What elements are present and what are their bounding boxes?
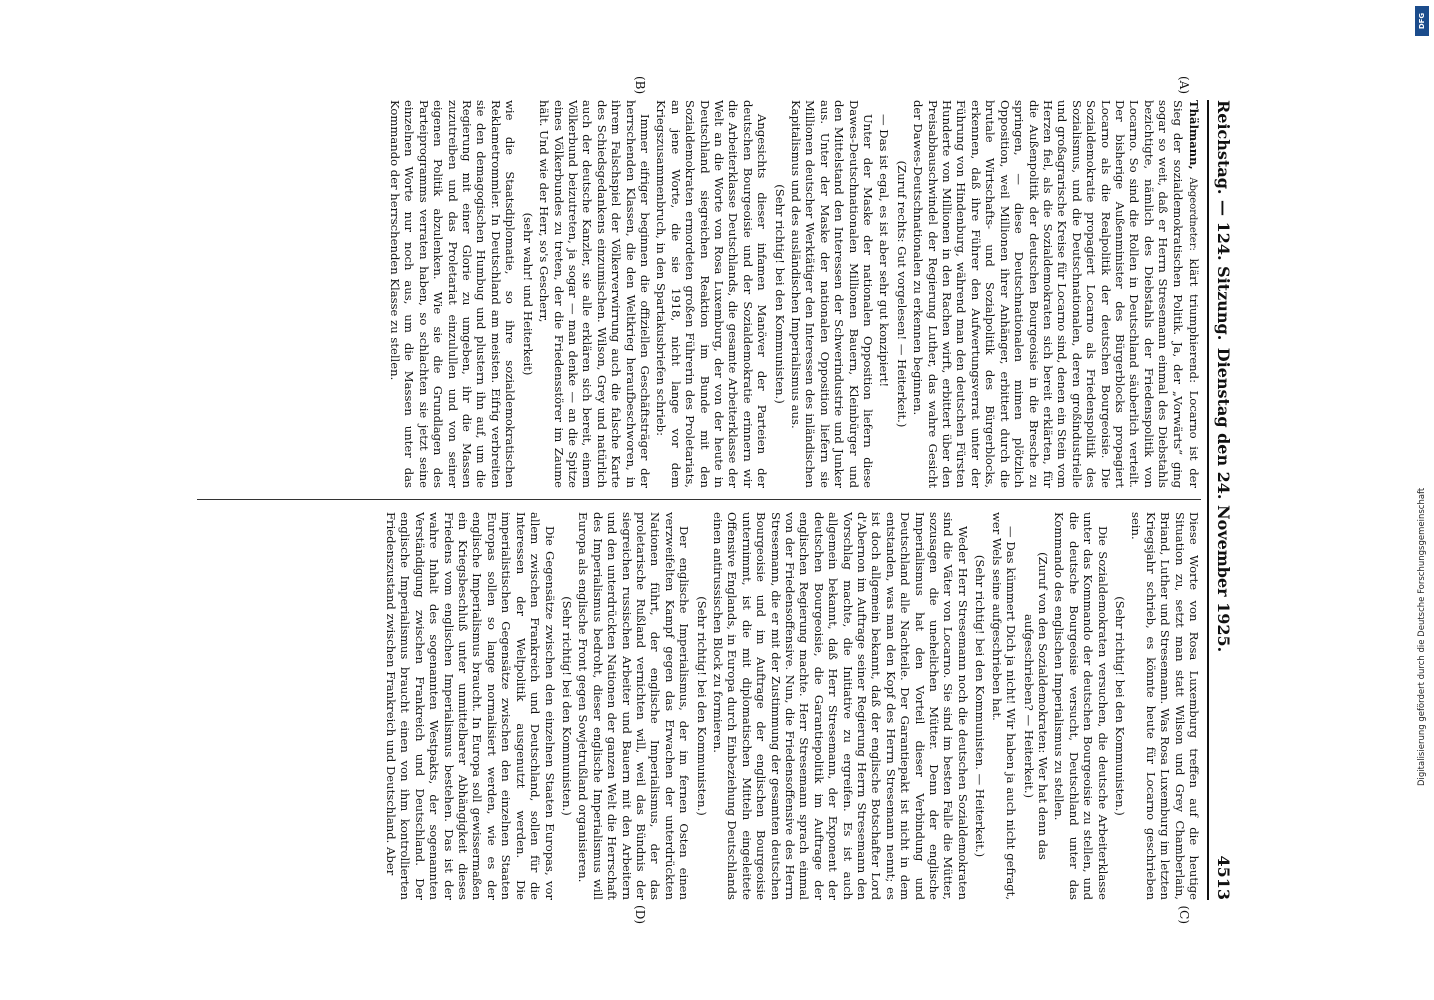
paragraph: Weder Herr Stresemann noch die deutschen Sozialdemokraten sind die Väter von Locarno. Sie sind im besten Falle die Mütter, sozusagen die unehelichen Mütter. Denn der englische Imperialismus hat den Vorteil dieser Verbindung und Deutschland alle Nachteile. Der Garantiepakt ist nicht in dem entstanden, was man den Kopf des Herrn Stresemann nennt; es ist doch allgemein bekannt, daß der englische Botschafter Lord d'Abernon im Auftrage seiner Regierung Herrn Stresemann den Vorschlag machte, die Initiative zu ergreifen. Es ist auch allgemein bekannt, daß Herr Stresemann, der Exponent der deutschen Bourgeoisie, die Garantiepolitik im Auftrage der englischen Regierung machte. Herr Stresemann sprach einmal von der Friedensoffensive. Nun, die Friedensoffensive des Herrn Stresemann, die er mit der Zustimmung der gesamten deutschen Bourgeoisie und im Auftrage der englischen Bourgeoisie unternimmt, ist die mit diplomatischen Mitteln eingeleitete Offensive Englands, in Europa durch Einbeziehung Deutschlands einen antirussischen Block zu formieren. <box>711 512 970 900</box>
paragraph: Unter der Maske der nationalen Opposition liefern diese Dawes-Deutschnationalen Millionen Bauern, Kleinbürger und den Mittelstand den Interessen der Schwerindustrie und Junker aus. Unter der Maske der nationalen Opposition liefern sie Millionen deutscher Werktätiger den Interessen des inländischen Kapitalismus und des ausländischen Imperialismus aus. <box>789 100 876 488</box>
margin-mark-a: (A) <box>1177 76 1191 95</box>
paragraph <box>911 100 1201 488</box>
margin-mark-d: (D) <box>633 905 647 924</box>
interjection: (Zuruf von den Sozialdemokraten: Wer hat denn das aufgeschrieben? — Heiterkeit.) <box>1021 552 1050 860</box>
margin-mark-c: (C) <box>1177 905 1191 924</box>
interjection: (Sehr richtig! bei den Kommunisten. — Heiterkeit.) <box>973 554 988 858</box>
margin-mark-b: (B) <box>633 76 647 95</box>
paragraph: — Das ist egal, es ist aber sehr gut konzipiert! <box>877 114 892 388</box>
paragraph: Diese Worte von Rosa Luxemburg treffen auf die heutige Situation zu, setzt man statt Wilson und Grey Chamberlain, Briand, Luther und Stresemann. Was Rosa Luxemburg im letzten Kriegsjahr schrieb, es könnte heute für Locarno geschrieben sein. <box>1129 512 1201 900</box>
speaker-role: Abgeordneter: <box>1187 177 1198 251</box>
paragraph: Die Sozialdemokraten versuchen, die deutsche Arbeiterklasse unter das Kommando der deutschen Bourgeoisie zu stellen, und die deutsche Bourgeoisie versucht, Deutschland unter das Kommando des englischen Imperialismus zu stellen. <box>1052 512 1110 900</box>
running-head-left: Reichstag. — 124. Sitzung. <box>1214 100 1233 341</box>
quotation: Immer eifriger beginnen die offiziellen Geschäftsträger der herrschenden Klassen, die den Weltkrieg heraufbeschworen, in ihrem Falschspiel der Völkerverwirrung auch die falsche Karte des Schiedsgedankens einzumischen. Wilson, Grey und natürlich auch der deutsche Kanzler, sie alle erklären sich bereit, einem Völkerbund beizutreten, ja sogar — man denke — an die Spitze eines Völkerbundes zu treten, der die Friedensstörer im Zaume hält. Und wie der Herr, so's Gescherr, <box>537 100 652 488</box>
page-number: 4513 <box>1214 855 1233 900</box>
interjection: (Sehr richtig! bei den Kommunisten.) <box>1112 596 1127 816</box>
dfg-logo: DFG <box>1415 6 1429 36</box>
speaker-name: Thälmann, <box>1187 100 1201 170</box>
left-column <box>197 100 1201 488</box>
rotated-document <box>197 76 1237 924</box>
paragraph: Der englische Imperialismus, der im fernen Osten einen verzweifelten Kampf gegen das Erwachen der unterdrückten Nationen führt, der englische Imperialismus, der das proletarische Rußland vernichten will, weil das Bündnis der siegreichen russischen Arbeiter und Bauern mit den Arbeitern und den unterdrückten Nationen der ganzen Welt die Herrschaft des Imperialismus bedroht, dieser englische Imperialismus will Europa als englische Front gegen Sowjetrußland organisieren. <box>576 512 692 900</box>
paragraph: Angesichts dieser infamen Manöver der Parteien der deutschen Bourgeoisie und der Sozialdemokratie erinnern wir die Arbeiterklasse Deutschlands, die gesamte Arbeiterklasse der Welt an die Worte von Rosa Luxemburg, der von der heute in Deutschland siegreichen Reaktion im Bunde mit den Sozialdemokraten ermordeten großen Führerin des Proletariats, an jene Worte, die sie 1918, nicht lange vor dem Kriegszusammenbruch, in den Spartakusbriefen schrieb: <box>654 100 770 488</box>
interjection: (sehr wahr! und Heiterkeit) <box>520 212 535 376</box>
running-head-date: Dienstag den 24. November 1925. <box>1214 347 1233 653</box>
dfg-sidebar <box>1412 6 1432 786</box>
column-divider <box>197 499 1201 500</box>
interjection: (Zuruf rechts: Gut vorgelesen! — Heiterkeit.) <box>894 160 909 428</box>
interjection: (Sehr richtig! bei den Kommunisten.) <box>694 596 709 816</box>
interjection: (Sehr richtig! bei den Kommunisten.) <box>772 184 787 404</box>
running-head <box>1207 100 1237 900</box>
dfg-credit-text: Digitalisierung gefördert durch die Deutsche Forschungsgemeinschaft <box>1417 487 1427 786</box>
paragraph: — Das kümmert Dich ja nicht! Wir haben ja auch nicht gefragt, wer Wels seine aufgeschrieben hat. <box>989 512 1019 900</box>
right-column <box>197 512 1201 900</box>
quotation: wie die Staatsdiplomatie, so ihre sozialdemokratischen Reklametrommler. In Deutschland am meisten. Eifrig verbreiten sie den demagogischen Humbug und plustern ihn auf, um die Regierung mit einer Glorie zu umgeben, ihr die Massen zuzutreiben und das Proletariat einzulullen und von seiner eigenen Politik abzulenken. Wie sie die Grundlagen des Parteiprogramms verraten haben, so schlachten sie jetzt seine einzelnen Worte nur noch aus, um die Massen unter das Kommando der herrschenden Klasse zu stellen. <box>388 100 518 488</box>
paragraph: Die Gegensätze zwischen den einzelnen Staaten Europas, vor allem zwischen Frankreich und Deutschland, sollen für die Interessen der Weltpolitik ausgenutzt werden. Die imperialistischen Gegensätze zwischen den einzelnen Staaten Europas sollen so lange normalisiert werden, wie es der englische Imperialismus braucht. In Europa soll gewissermaßen ein Kriegsbeschluß unter unmittelbarer Abhängigkeit dieses Friedens vom englischen Imperialismus bestehen. Das ist der wahre Inhalt des sogenannten Westpakts, der sogenannten Verständigung zwischen Frankreich und Deutschland. Der englische Imperialismus braucht einen von ihm kontrollierten Friedenszustand zwischen Frankreich und Deutschland. Aber <box>384 512 557 900</box>
interjection: (Sehr richtig! bei den Kommunisten.) <box>559 596 574 816</box>
paragraph-text: klärt triumphierend: Locarno ist der Sieg der sozialdemokratischen Politik. Ja, der „Vorwärts“ ging sogar so weit, daß er Herrn Stresemann einmal des Diebstahls bezichtigte, nämlich des Diebstahls der Friedenspolitik von Locarno. So sind die Rollen in Deutschland säuberlich verteilt. Der bisherige Außenminister des Bürgerblocks propagiert Locarno als die Realpolitik der deutschen Bourgeoisie. Die Sozialdemokratie propagiert Locarno als Friedenspolitik des Sozialismus, und die Deutschnationalen, deren großindustrielle und großagrarische Kreise für Locarno sind, denen ein Stein vom Herzen fiel, als die Sozialdemokraten sich bereit erklärten, für die Außenpolitik der deutschen Bourgeoisie in die Bresche zu springen, — diese Deutschnationalen mimen plötzlich Opposition, weil Millionen ihrer Anhänger, erbittert durch die brutale Wirtschafts- und Sozialpolitik des Bürgerblocks, erkennen, daß ihre Führer den Aufwertungsverrat unter der Führung von Hindenburg, während man den deutschen Fürsten Hunderte von Millionen in den Rachen wirft, erbittert über den Preisabbauschwindel der Regierung Luther, das wahre Gesicht der Dawes-Deutschnationalen zu erkennen beginnen. <box>911 100 1201 488</box>
